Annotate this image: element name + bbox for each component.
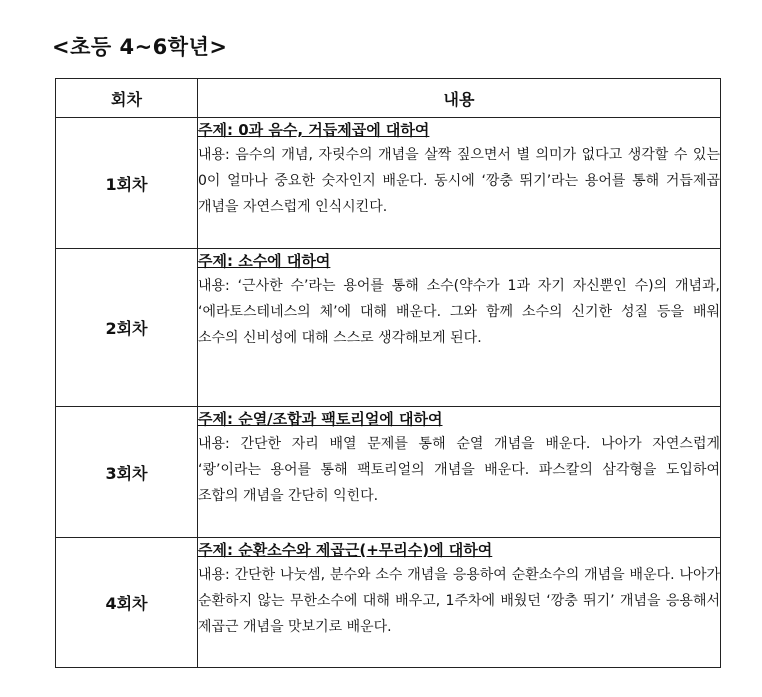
description-text: 내용: ‘근사한 수’라는 용어를 통해 소수(약수가 1과 자기 자신뿐인 수)의 개념과, ‘에라토스테네스의 체’에 대해 배운다. 그와 함께 소수의 신기한 성질 등을 배워 소수의 신비성에 대해 스스로 생각해보게 된다. <box>198 278 720 346</box>
header-content: 내용 <box>198 79 721 118</box>
content-cell <box>198 249 721 407</box>
content-cell <box>198 407 721 538</box>
content-cell <box>198 538 721 668</box>
description-text: 내용: 음수의 개념, 자릿수의 개념을 살짝 짚으면서 별 의미가 없다고 생각할 수 있는 0이 얼마나 중요한 숫자인지 배운다. 동시에 ‘깡충 뛰기’라는 용어를 통해 거듭제곱 개념을 자연스럽게 인식시킨다. <box>198 147 720 215</box>
description-text: 내용: 간단한 나눗셈, 분수와 소수 개념을 응용하여 순환소수의 개념을 배운다. 나아가 순환하지 않는 무한소수에 대해 배우고, 1주차에 배웠던 ‘깡충 뛰기’ 개념을 응용해서 제곱근 개념을 맛보기로 배운다. <box>198 567 720 635</box>
table-row <box>56 249 721 407</box>
table-row <box>56 538 721 668</box>
topic-heading: 주제: 소수에 대하여 <box>198 252 331 270</box>
topic-heading: 주제: 0과 음수, 거듭제곱에 대하여 <box>198 121 430 139</box>
content-cell <box>198 118 721 249</box>
session-label: 3회차 <box>56 407 198 538</box>
table-row <box>56 407 721 538</box>
table-row <box>56 118 721 249</box>
curriculum-table <box>55 78 721 668</box>
session-label: 4회차 <box>56 538 198 668</box>
session-label: 2회차 <box>56 249 198 407</box>
session-label: 1회차 <box>56 118 198 249</box>
page-title: <초등 4~6학년> <box>52 35 228 59</box>
topic-heading: 주제: 순열/조합과 팩토리얼에 대하여 <box>198 410 443 428</box>
description-text: 내용: 간단한 자리 배열 문제를 통해 순열 개념을 배운다. 나아가 자연스럽게 ‘쾅’이라는 용어를 통해 팩토리얼의 개념을 배운다. 파스칼의 삼각형을 도입하여 조합의 개념을 간단히 익힌다. <box>198 436 720 504</box>
table-header-row <box>56 79 721 118</box>
header-session: 회차 <box>56 79 198 118</box>
topic-heading: 주제: 순환소수와 제곱근(+무리수)에 대하여 <box>198 541 493 559</box>
